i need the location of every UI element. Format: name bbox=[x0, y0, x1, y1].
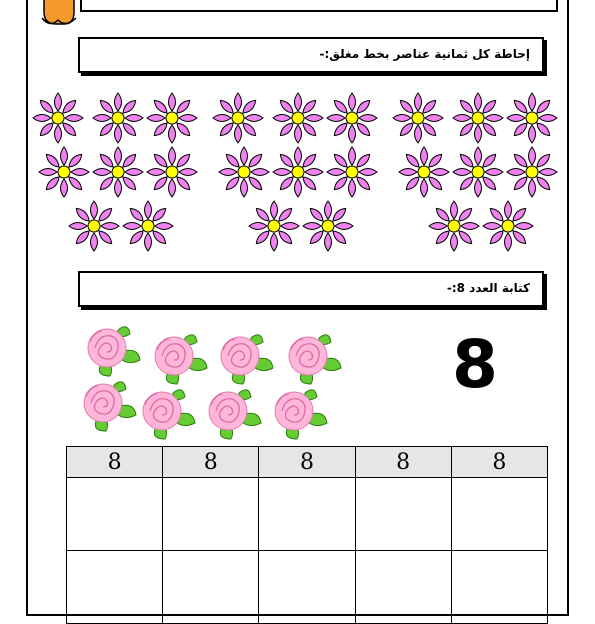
practice-cell[interactable] bbox=[163, 551, 259, 624]
flower-icon bbox=[397, 145, 451, 199]
rose-icon bbox=[135, 385, 197, 441]
instruction-box-circle-eight bbox=[78, 37, 544, 73]
rose-icon bbox=[80, 322, 142, 378]
practice-cell[interactable] bbox=[67, 551, 163, 624]
writing-practice-table bbox=[66, 446, 548, 624]
practice-cell[interactable] bbox=[451, 478, 547, 551]
practice-header-cell: 8 bbox=[163, 447, 259, 478]
rose-icon bbox=[213, 330, 275, 386]
flower-icon bbox=[145, 145, 199, 199]
flower-icon bbox=[481, 199, 535, 253]
flower-icon bbox=[91, 91, 145, 145]
practice-cell[interactable] bbox=[67, 478, 163, 551]
instruction-circle-eight: إحاطة كل ثمانية عناصر بخط مغلق:- bbox=[319, 47, 530, 61]
flower-icon bbox=[271, 145, 325, 199]
flower-icon bbox=[145, 91, 199, 145]
practice-header-cell: 8 bbox=[67, 447, 163, 478]
flower-icon bbox=[31, 91, 85, 145]
flower-icon bbox=[211, 91, 265, 145]
flower-icon bbox=[271, 91, 325, 145]
flower-icon bbox=[451, 145, 505, 199]
flower-icon bbox=[121, 199, 175, 253]
flower-icon bbox=[217, 145, 271, 199]
practice-cell[interactable] bbox=[259, 478, 355, 551]
practice-cell[interactable] bbox=[451, 551, 547, 624]
practice-writing-row bbox=[67, 551, 548, 624]
big-number-eight: 8 bbox=[452, 326, 498, 403]
mascot-illustration bbox=[36, 0, 80, 34]
practice-cell[interactable] bbox=[355, 551, 451, 624]
practice-header-cell: 8 bbox=[259, 447, 355, 478]
flower-icon bbox=[325, 91, 379, 145]
practice-cell[interactable] bbox=[163, 478, 259, 551]
flower-icon bbox=[67, 199, 121, 253]
flower-icon bbox=[427, 199, 481, 253]
flower-icon bbox=[247, 199, 301, 253]
practice-header-row bbox=[67, 447, 548, 478]
rose-icon bbox=[201, 385, 263, 441]
practice-cell[interactable] bbox=[259, 551, 355, 624]
flower-icon bbox=[505, 91, 559, 145]
rose-icon bbox=[147, 330, 209, 386]
instruction-write-eight: كتابة العدد 8:- bbox=[446, 281, 530, 295]
flower-icon bbox=[325, 145, 379, 199]
practice-writing-row bbox=[67, 478, 548, 551]
rose-icon bbox=[76, 377, 138, 433]
flower-icon bbox=[505, 145, 559, 199]
rose-icon bbox=[281, 330, 343, 386]
instruction-box-write-eight bbox=[78, 271, 544, 307]
practice-header-cell: 8 bbox=[451, 447, 547, 478]
student-header bbox=[80, 0, 558, 12]
flower-icon bbox=[451, 91, 505, 145]
flower-icon bbox=[91, 145, 145, 199]
practice-header-cell: 8 bbox=[355, 447, 451, 478]
flower-icon bbox=[37, 145, 91, 199]
practice-cell[interactable] bbox=[355, 478, 451, 551]
flower-icon bbox=[301, 199, 355, 253]
rose-icon bbox=[267, 385, 329, 441]
flower-icon bbox=[391, 91, 445, 145]
